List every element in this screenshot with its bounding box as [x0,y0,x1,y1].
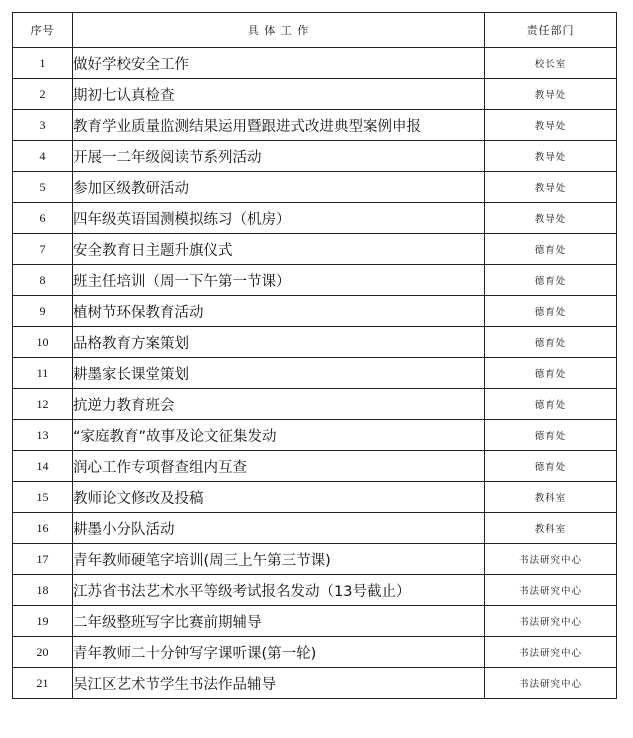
table-row [13,606,617,637]
row-department: 书法研究中心 [485,606,617,637]
row-department: 德育处 [485,234,617,265]
row-task: 二年级整班写字比赛前期辅导 [73,606,485,637]
row-department: 书法研究中心 [485,668,617,699]
row-task: 吴江区艺术节学生书法作品辅导 [73,668,485,699]
row-task: 青年教师硬笔字培训(周三上午第三节课) [73,544,485,575]
row-department: 教科室 [485,482,617,513]
table-row [13,544,617,575]
row-task: 期初七认真检查 [73,79,485,110]
row-task: 青年教师二十分钟写字课听课(第一轮) [73,637,485,668]
row-number: 5 [13,172,73,203]
row-task: 做好学校安全工作 [73,48,485,79]
table-row [13,234,617,265]
row-task: 参加区级教研活动 [73,172,485,203]
row-task: “家庭教育”故事及论文征集发动 [73,420,485,451]
row-department: 德育处 [485,327,617,358]
row-department: 教科室 [485,513,617,544]
row-task: 耕墨小分队活动 [73,513,485,544]
row-task: 安全教育日主题升旗仪式 [73,234,485,265]
row-number: 6 [13,203,73,234]
table-row [13,637,617,668]
work-schedule-table [12,12,617,699]
table-row [13,451,617,482]
table-row [13,389,617,420]
row-task: 耕墨家长课堂策划 [73,358,485,389]
table-row [13,482,617,513]
row-task: 班主任培训（周一下午第一节课） [73,265,485,296]
row-department: 德育处 [485,451,617,482]
row-number: 21 [13,668,73,699]
row-number: 3 [13,110,73,141]
table-row [13,48,617,79]
row-number: 4 [13,141,73,172]
table-row [13,513,617,544]
row-number: 9 [13,296,73,327]
row-number: 16 [13,513,73,544]
row-task: 抗逆力教育班会 [73,389,485,420]
row-task: 教师论文修改及投稿 [73,482,485,513]
row-department: 书法研究中心 [485,544,617,575]
table-row [13,172,617,203]
row-department: 德育处 [485,389,617,420]
row-department: 德育处 [485,296,617,327]
row-number: 18 [13,575,73,606]
row-department: 书法研究中心 [485,575,617,606]
row-task: 开展一二年级阅读节系列活动 [73,141,485,172]
table-row [13,203,617,234]
row-number: 1 [13,48,73,79]
row-department: 教导处 [485,141,617,172]
row-department: 教导处 [485,203,617,234]
row-task: 品格教育方案策划 [73,327,485,358]
row-task: 润心工作专项督查组内互查 [73,451,485,482]
row-number: 19 [13,606,73,637]
row-department: 德育处 [485,358,617,389]
table-row [13,575,617,606]
row-number: 2 [13,79,73,110]
table-row [13,79,617,110]
row-number: 10 [13,327,73,358]
row-number: 12 [13,389,73,420]
row-department: 德育处 [485,265,617,296]
table-row [13,327,617,358]
header-specific-work: 具 体 工 作 [73,13,485,48]
row-number: 15 [13,482,73,513]
table-row [13,420,617,451]
table-row [13,141,617,172]
row-number: 20 [13,637,73,668]
row-task: 四年级英语国测模拟练习（机房） [73,203,485,234]
table-row [13,358,617,389]
row-number: 14 [13,451,73,482]
header-serial-number: 序号 [13,13,73,48]
row-number: 11 [13,358,73,389]
table-header-row [13,13,617,48]
row-number: 7 [13,234,73,265]
row-department: 教导处 [485,172,617,203]
row-task: 教育学业质量监测结果运用暨跟进式改进典型案例申报 [73,110,485,141]
row-department: 校长室 [485,48,617,79]
table-row [13,668,617,699]
row-department: 德育处 [485,420,617,451]
table-row [13,110,617,141]
header-responsible-department: 责任部门 [485,13,617,48]
row-task: 植树节环保教育活动 [73,296,485,327]
row-number: 8 [13,265,73,296]
row-task: 江苏省书法艺术水平等级考试报名发动（13号截止） [73,575,485,606]
row-number: 17 [13,544,73,575]
table-row [13,296,617,327]
table-row [13,265,617,296]
row-department: 教导处 [485,110,617,141]
row-number: 13 [13,420,73,451]
row-department: 书法研究中心 [485,637,617,668]
row-department: 教导处 [485,79,617,110]
